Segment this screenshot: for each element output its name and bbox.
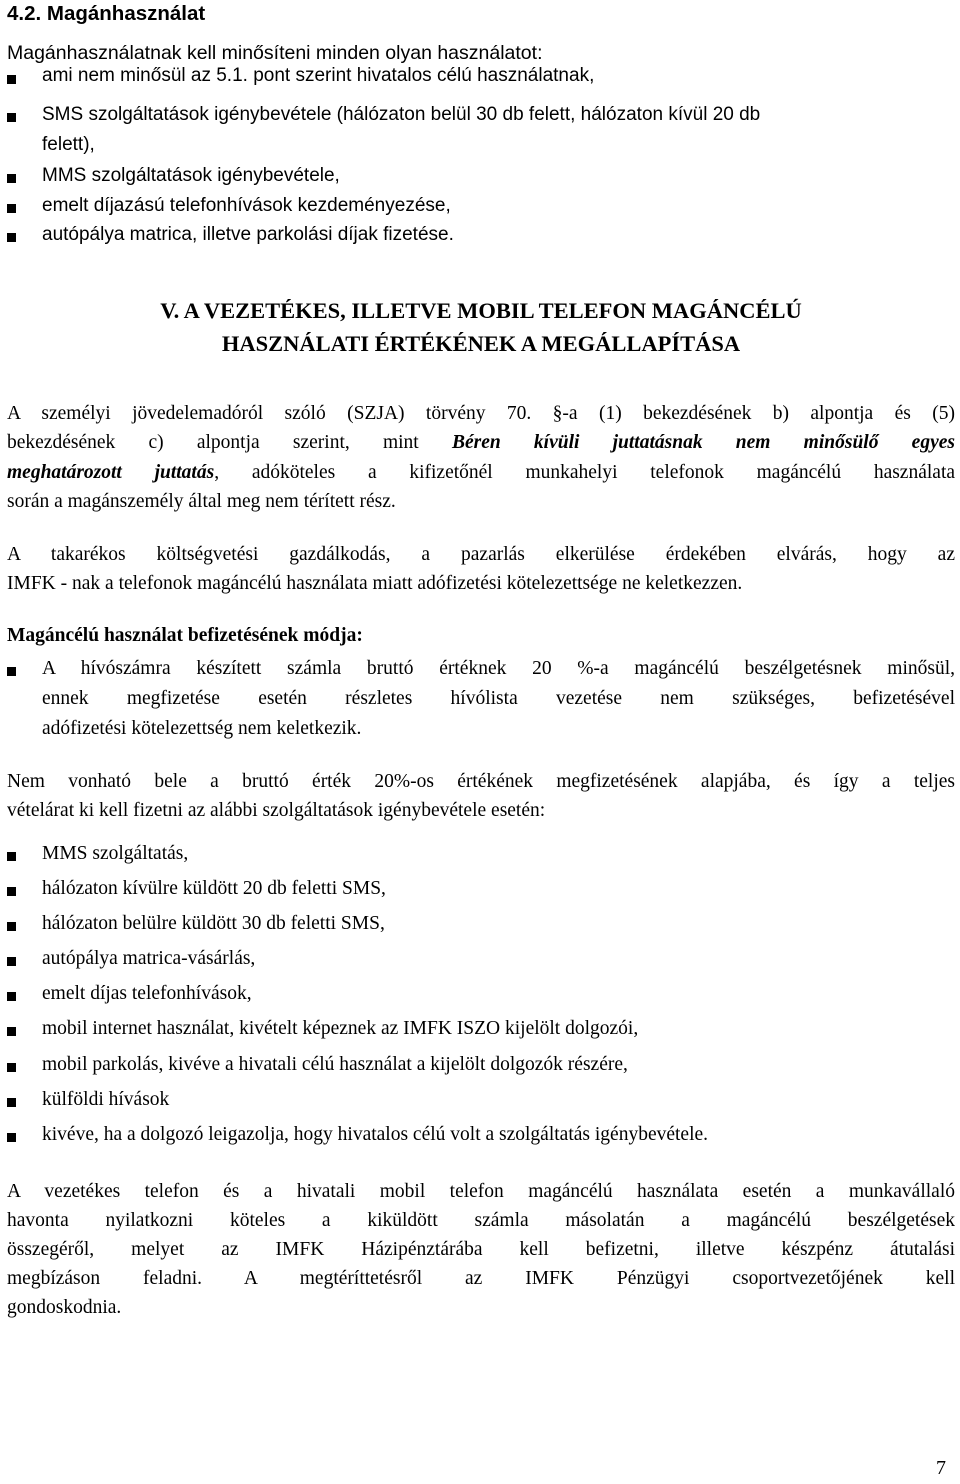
paragraph-line: megbízáson feladni. A megtéríttetésről az IMFK Pénzügyi csoportvezetőjének kell — [7, 1268, 955, 1289]
page-number: 7 — [936, 1457, 946, 1479]
bullet-square-icon — [7, 852, 16, 861]
list-item: külföldi hívások — [42, 1089, 170, 1110]
paragraph-line: vételárat ki kell fizetni az alábbi szolgáltatások igénybevétele esetén: — [7, 800, 546, 821]
paragraph-line: összegéről, melyet az IMFK Házipénztárába kell befizetni, illetve készpénz átutalási — [7, 1239, 955, 1260]
bullet-square-icon — [7, 957, 16, 966]
list-item-continuation: felett), — [42, 134, 95, 155]
paragraph-line: bekezdésének c) alpontja szerint, mint Béren kívüli juttatásnak nem minősülő egyes — [7, 432, 955, 453]
list-item: emelt díjas telefonhívások, — [42, 983, 252, 1004]
chapter-title-line-2: HASZNÁLATI ÉRTÉKÉNEK A MEGÁLLAPÍTÁSA — [221, 331, 741, 356]
paragraph-line: havonta nyilatkozni köteles a kiküldött számla másolatán a magáncélú beszélgetések — [7, 1210, 955, 1231]
paragraph-line: adófizetési kötelezettség nem keletkezik. — [42, 718, 362, 739]
list-item: kivéve, ha a dolgozó leigazolja, hogy hivatalos célú volt a szolgáltatás igénybevétele. — [42, 1124, 709, 1145]
section-intro: Magánhasználatnak kell minősíteni minden olyan használatot: — [7, 42, 543, 64]
list-item: MMS szolgáltatások igénybevétele, — [42, 165, 340, 186]
bullet-square-icon — [7, 922, 16, 931]
bullet-square-icon — [7, 204, 16, 213]
bullet-square-icon — [7, 992, 16, 1001]
payment-heading: Magáncélú használat befizetésének módja: — [7, 625, 363, 646]
list-item: mobil parkolás, kivéve a hivatali célú használat a kijelölt dolgozók részére, — [42, 1054, 628, 1075]
paragraph-line: A takarékos költségvetési gazdálkodás, a pazarlás elkerülése érdekében elvárás, hogy az — [7, 544, 955, 565]
bullet-square-icon — [7, 113, 16, 122]
paragraph-line: IMFK - nak a telefonok magáncélú használata miatt adófizetési kötelezettsége ne keletkezzen. — [7, 573, 743, 594]
list-item: ami nem minősül az 5.1. pont szerint hivatalos célú használatnak, — [42, 65, 595, 86]
list-item: hálózaton kívülre küldött 20 db feletti SMS, — [42, 878, 386, 899]
bullet-square-icon — [7, 1098, 16, 1107]
paragraph-line: meghatározott juttatás, adóköteles a kifizetőnél munkahelyi telefonok magáncélú használata — [7, 462, 956, 483]
section-heading: 4.2. Magánhasználat — [7, 2, 206, 25]
paragraph-line: ennek megfizetése esetén részletes hívólista vezetése nem szükséges, befizetésével — [42, 688, 955, 709]
paragraph-line: gondoskodnia. — [7, 1297, 122, 1318]
list-item: SMS szolgáltatások igénybevétele (hálózaton belül 30 db felett, hálózaton kívül 20 db — [42, 104, 761, 125]
bullet-square-icon — [7, 75, 16, 84]
bullet-square-icon — [7, 1133, 16, 1142]
bullet-square-icon — [7, 1063, 16, 1072]
list-item: mobil internet használat, kivételt képeznek az IMFK ISZO kijelölt dolgozói, — [42, 1018, 639, 1039]
list-item: emelt díjazású telefonhívások kezdeményezése, — [42, 195, 451, 216]
bullet-square-icon — [7, 667, 16, 676]
chapter-title-line-1: V. A VEZETÉKES, ILLETVE MOBIL TELEFON MAGÁNCÉLÚ — [160, 298, 802, 323]
list-item: hálózaton belülre küldött 30 db feletti SMS, — [42, 913, 385, 934]
list-item: autópálya matrica-vásárlás, — [42, 948, 256, 969]
paragraph-line: A személyi jövedelemadóról szóló (SZJA) törvény 70. §-a (1) bekezdésének b) alpontja és (5) — [7, 403, 955, 424]
paragraph-line: Nem vonható bele a bruttó érték 20%-os értékének megfizetésének alapjába, és így a teljes — [7, 771, 955, 792]
paragraph-line: A hívószámra készített számla bruttó értéknek 20 %-a magáncélú beszélgetésnek minősül, — [42, 658, 955, 679]
bullet-square-icon — [7, 174, 16, 183]
paragraph-line: A vezetékes telefon és a hivatali mobil telefon magáncélú használata esetén a munkavállaló — [7, 1181, 955, 1202]
paragraph-line: során a magánszemély által meg nem térített rész. — [7, 491, 396, 512]
list-item: MMS szolgáltatás, — [42, 843, 189, 864]
bullet-square-icon — [7, 887, 16, 896]
list-item: autópálya matrica, illetve parkolási díjak fizetése. — [42, 224, 454, 245]
bullet-square-icon — [7, 233, 16, 242]
bullet-square-icon — [7, 1027, 16, 1036]
